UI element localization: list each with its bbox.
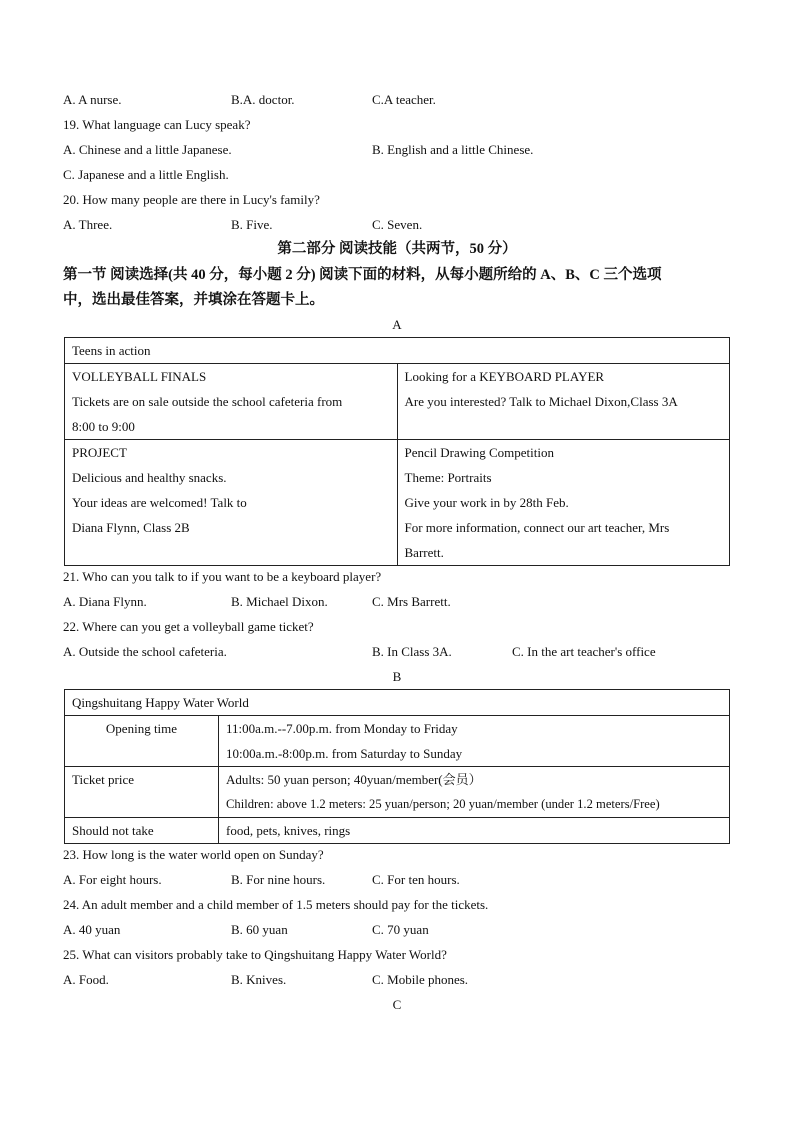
drawing-cell: [397, 440, 730, 566]
opening-time-value: [219, 716, 730, 767]
q24-option-a: A. 40 yuan: [63, 922, 121, 937]
ticket-price-label: Ticket price: [65, 767, 219, 818]
price-line: Adults: 50 yuan person; 40yuan/member(会员）: [226, 772, 482, 787]
drawing-line: Theme: Portraits: [404, 470, 492, 485]
price-line: Children: above 1.2 meters: 25 yuan/person; 20 yuan/member (under 1.2 meters/Free): [226, 797, 660, 811]
project-line: Delicious and healthy snacks.: [72, 470, 227, 485]
q23-question: 23. How long is the water world open on Sunday?: [63, 847, 324, 862]
q23-option-a: A. For eight hours.: [63, 872, 162, 887]
opening-line: 11:00a.m.--7.00p.m. from Monday to Friday: [226, 721, 458, 736]
q19-option-a: A. Chinese and a little Japanese.: [63, 142, 232, 157]
q25-option-a: A. Food.: [63, 972, 109, 987]
part2-title: 第二部分 阅读技能（共两节，50 分）: [277, 241, 517, 257]
q20-question: 20. How many people are there in Lucy's family?: [63, 192, 320, 207]
q20-option-b: B. Five.: [231, 217, 273, 232]
q25-option-b: B. Knives.: [231, 972, 287, 987]
q18-option-a: A. A nurse.: [63, 92, 122, 107]
q19-question: 19. What language can Lucy speak?: [63, 117, 251, 132]
q24-question: 24. An adult member and a child member of 1.5 meters should pay for the tickets.: [63, 897, 489, 912]
drawing-line: Give your work in by 28th Feb.: [404, 495, 569, 510]
should-not-take-value: food, pets, knives, rings: [219, 818, 730, 844]
q21-option-c: C. Mrs Barrett.: [372, 594, 451, 609]
q24-option-c: C. 70 yuan: [372, 922, 429, 937]
q21-question: 21. Who can you talk to if you want to be a keyboard player?: [63, 569, 382, 584]
q25-option-c: C. Mobile phones.: [372, 972, 469, 987]
q23-option-b: B. For nine hours.: [231, 872, 326, 887]
ticket-price-value: [219, 767, 730, 818]
section1-instructions-line2: 中，选出最佳答案，并填涂在答题卡上。: [63, 292, 324, 308]
should-not-take-label: Should not take: [65, 818, 219, 844]
volleyball-line: Tickets are on sale outside the school cafeteria from: [72, 394, 343, 409]
q22-option-c: C. In the art teacher's office: [512, 644, 656, 659]
passage-a-header: Teens in action: [65, 338, 730, 364]
passage-b-table: [64, 689, 730, 844]
project-line: Your ideas are welcomed! Talk to: [72, 495, 247, 510]
volleyball-title: VOLLEYBALL FINALS: [72, 369, 207, 384]
project-title: PROJECT: [72, 445, 127, 460]
project-line: Diana Flynn, Class 2B: [72, 520, 190, 535]
keyboard-title: Looking for a KEYBOARD PLAYER: [404, 369, 605, 384]
drawing-title: Pencil Drawing Competition: [404, 445, 554, 460]
q18-option-c: C.A teacher.: [372, 92, 436, 107]
q19-option-c: C. Japanese and a little English.: [63, 167, 229, 182]
passage-a-letter: A: [392, 317, 402, 332]
q18-option-b: B.A. doctor.: [231, 92, 295, 107]
q20-option-c: C. Seven.: [372, 217, 423, 232]
volleyball-line: 8:00 to 9:00: [72, 419, 135, 434]
q25-question: 25. What can visitors probably take to Qingshuitang Happy Water World?: [63, 947, 447, 962]
volleyball-cell: [65, 364, 398, 440]
drawing-line: Barrett.: [404, 545, 444, 560]
q24-option-b: B. 60 yuan: [231, 922, 288, 937]
keyboard-line: Are you interested? Talk to Michael Dixon,Class 3A: [404, 394, 678, 409]
passage-a-table: [64, 337, 730, 566]
q22-option-a: A. Outside the school cafeteria.: [63, 644, 227, 659]
q22-option-b: B. In Class 3A.: [372, 644, 452, 659]
section1-instructions-line1: 第一节 阅读选择(共 40 分，每小题 2 分) 阅读下面的材料，从每小题所给的 A、B、C 三个选项: [63, 267, 662, 283]
q21-option-b: B. Michael Dixon.: [231, 594, 328, 609]
q20-option-a: A. Three.: [63, 217, 113, 232]
q23-option-c: C. For ten hours.: [372, 872, 460, 887]
passage-c-letter: C: [392, 997, 402, 1012]
passage-b-header: Qingshuitang Happy Water World: [65, 690, 730, 716]
project-cell: [65, 440, 398, 566]
passage-b-letter: B: [392, 669, 402, 684]
drawing-line: For more information, connect our art teacher, Mrs: [404, 520, 670, 535]
q21-option-a: A. Diana Flynn.: [63, 594, 147, 609]
opening-line: 10:00a.m.-8:00p.m. from Saturday to Sunday: [226, 746, 463, 761]
opening-time-label: Opening time: [65, 716, 219, 767]
keyboard-cell: [397, 364, 730, 440]
q19-option-b: B. English and a little Chinese.: [372, 142, 534, 157]
q22-question: 22. Where can you get a volleyball game ticket?: [63, 619, 314, 634]
